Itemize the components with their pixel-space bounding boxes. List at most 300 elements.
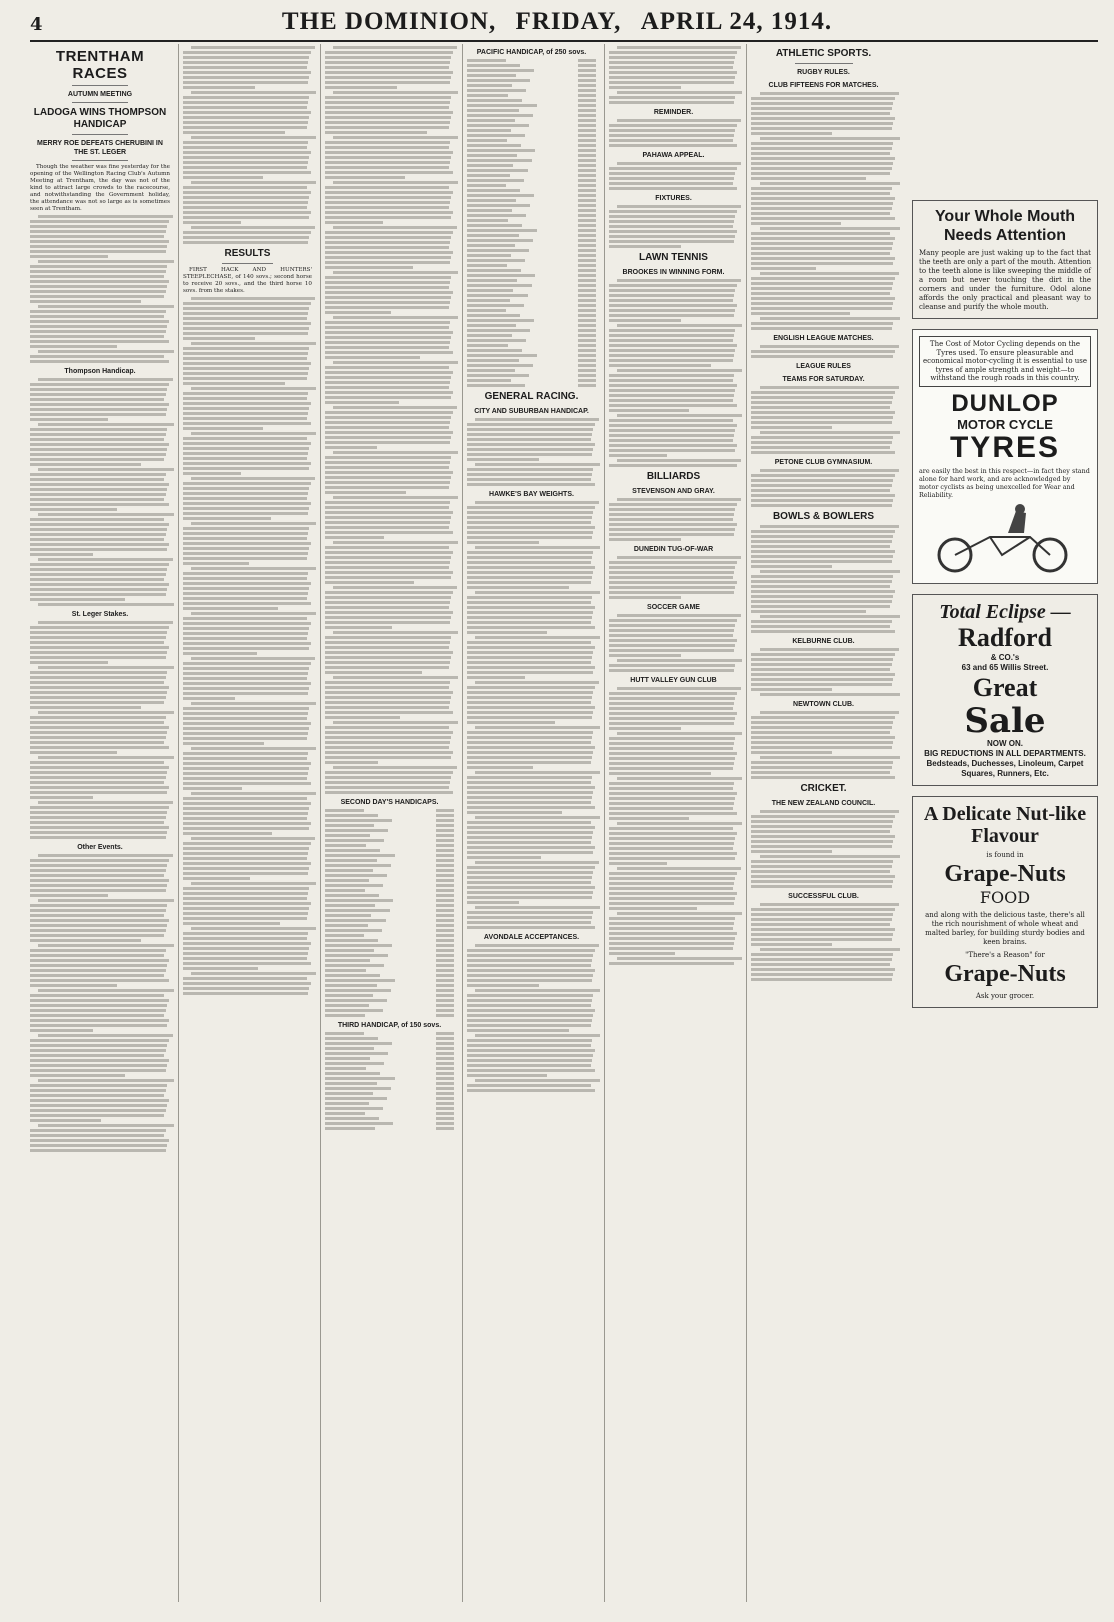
list-row-weight — [578, 219, 596, 222]
list-row-name — [467, 289, 513, 292]
list-row-name — [467, 114, 533, 117]
dunlop-advert — [912, 329, 1098, 584]
text-line — [30, 939, 141, 942]
text-line — [325, 216, 451, 219]
text-line — [617, 46, 741, 49]
list-row-weight — [578, 104, 596, 107]
text-line — [183, 902, 311, 905]
divider — [795, 63, 853, 64]
list-row — [467, 94, 596, 97]
text-line — [751, 192, 890, 195]
text-line — [609, 807, 733, 810]
list-row-weight — [436, 1087, 454, 1090]
text-line — [30, 1024, 167, 1027]
text-line — [183, 452, 308, 455]
list-row-name — [467, 244, 515, 247]
text-line — [30, 573, 166, 576]
text-line — [30, 706, 141, 709]
text-line — [325, 636, 451, 639]
text-line — [609, 619, 737, 622]
text-line — [609, 225, 733, 228]
list-row-name — [325, 919, 386, 922]
list-row-weight — [578, 274, 596, 277]
text-line — [30, 403, 169, 406]
list-row-weight — [578, 59, 596, 62]
text-line — [609, 872, 737, 875]
text-line — [183, 492, 308, 495]
list-row-name — [467, 364, 533, 367]
heading-petone-gym: PETONE CLUB GYMNASIUM. — [774, 459, 873, 466]
text-line — [325, 391, 453, 394]
list-row-weight — [436, 919, 454, 922]
list-row-weight — [578, 344, 596, 347]
list-row-name — [325, 894, 379, 897]
text-line — [30, 383, 169, 386]
list-row-name — [467, 264, 507, 267]
text-line — [325, 736, 451, 739]
text-line — [30, 864, 167, 867]
text-line — [751, 416, 893, 419]
text-line — [325, 351, 453, 354]
text-line — [325, 706, 449, 709]
text-line — [751, 830, 890, 833]
list-row-weight — [436, 859, 454, 862]
list-row — [325, 1122, 454, 1125]
text-line — [183, 627, 309, 630]
list-row-weight — [578, 194, 596, 197]
list-row-weight — [578, 249, 596, 252]
divider — [72, 85, 128, 86]
text-line — [751, 860, 893, 863]
list-row-name — [325, 834, 370, 837]
text-line — [751, 845, 892, 848]
text-line — [38, 989, 174, 992]
text-line — [30, 954, 164, 957]
list-row — [467, 69, 596, 72]
text-line — [183, 457, 307, 460]
text-line — [467, 901, 519, 904]
list-row-weight — [578, 179, 596, 182]
text-line — [325, 781, 450, 784]
text-line — [467, 1089, 595, 1092]
text-line — [751, 766, 892, 769]
text-line — [325, 701, 450, 704]
text-line — [325, 686, 449, 689]
text-line — [609, 842, 734, 845]
list-row-weight — [578, 144, 596, 147]
text-line — [30, 1074, 125, 1077]
text-line — [467, 1059, 592, 1062]
list-row-weight — [436, 1117, 454, 1120]
text-line — [183, 76, 309, 79]
text-line — [325, 436, 451, 439]
text-line — [609, 669, 734, 672]
text-line — [751, 202, 893, 205]
text-line — [191, 477, 315, 480]
radford-sale: Sale — [964, 700, 1046, 741]
heading-reminder: REMINDER. — [653, 109, 694, 116]
heading-pahawa: PAHAWA APPEAL. — [642, 152, 705, 159]
text-line — [30, 568, 167, 571]
text-line — [609, 215, 735, 218]
text-line — [325, 286, 449, 289]
text-line — [30, 230, 166, 233]
text-line — [751, 653, 895, 656]
list-row-name — [467, 234, 519, 237]
text-line — [760, 855, 900, 858]
list-row-name — [467, 309, 506, 312]
text-line — [325, 261, 450, 264]
text-line — [30, 518, 164, 521]
text-line — [467, 721, 555, 724]
text-line — [475, 418, 599, 421]
text-line — [191, 882, 316, 885]
list-row — [325, 859, 454, 862]
column-2 — [178, 44, 316, 1602]
list-row-weight — [436, 1112, 454, 1115]
list-row — [325, 834, 454, 837]
list-row-weight — [436, 814, 454, 817]
text-line — [609, 394, 734, 397]
text-line — [30, 721, 164, 724]
list-row — [467, 59, 596, 62]
text-line — [325, 791, 453, 794]
list-row-name — [325, 874, 387, 877]
list-row-weight — [436, 844, 454, 847]
list-row-weight — [578, 79, 596, 82]
list-row-weight — [436, 984, 454, 987]
list-row — [325, 824, 454, 827]
list-row-weight — [578, 364, 596, 367]
text-line — [467, 954, 593, 957]
text-line — [325, 281, 450, 284]
text-line — [467, 443, 595, 446]
text-line — [751, 187, 892, 190]
list-row — [467, 289, 596, 292]
text-line — [183, 502, 311, 505]
list-row-weight — [436, 1014, 454, 1017]
list-row-name — [467, 284, 532, 287]
text-line — [751, 172, 890, 175]
text-line — [325, 116, 451, 119]
text-line — [30, 1059, 169, 1062]
list-row-name — [467, 324, 516, 327]
text-line — [751, 411, 895, 414]
text-line — [751, 112, 890, 115]
list-row-name — [467, 164, 513, 167]
text-line — [609, 629, 734, 632]
text-line — [183, 687, 309, 690]
heading-successful-club: SUCCESSFUL CLUB. — [788, 893, 859, 900]
list-row-name — [325, 814, 378, 817]
text-line — [30, 1029, 93, 1032]
text-line — [751, 580, 892, 583]
text-line — [183, 362, 311, 365]
text-line — [30, 235, 164, 238]
text-line — [183, 947, 309, 950]
text-line — [751, 212, 890, 215]
text-line — [467, 611, 593, 614]
column-text — [325, 46, 454, 794]
text-line — [751, 282, 893, 285]
text-line — [609, 717, 735, 720]
list-row-name — [467, 259, 525, 262]
text-line — [30, 934, 164, 937]
text-line — [467, 959, 592, 962]
text-line — [325, 356, 420, 359]
list-row-name — [325, 829, 388, 832]
list-row-weight — [436, 994, 454, 997]
list-row — [467, 329, 596, 332]
text-line — [183, 352, 308, 355]
weights-list — [467, 59, 596, 387]
text-line — [609, 419, 733, 422]
text-line — [183, 992, 308, 995]
text-line — [30, 225, 167, 228]
list-row-name — [325, 959, 370, 962]
text-line — [30, 1009, 166, 1012]
text-line — [30, 726, 169, 729]
text-line — [191, 226, 315, 229]
list-row-name — [325, 994, 373, 997]
text-line — [467, 601, 591, 604]
text-line — [751, 484, 892, 487]
list-row-weight — [578, 289, 596, 292]
list-row-name — [325, 1032, 364, 1035]
text-line — [760, 756, 900, 759]
text-line — [467, 761, 591, 764]
text-line — [30, 1069, 166, 1072]
weights-list — [325, 1032, 454, 1130]
list-row-weight — [578, 124, 596, 127]
text-line — [325, 486, 449, 489]
text-line — [609, 314, 734, 317]
text-line — [467, 631, 547, 634]
text-line — [609, 649, 734, 652]
text-line — [609, 832, 737, 835]
text-line — [751, 102, 893, 105]
text-line — [467, 711, 593, 714]
dunlop-brand: DUNLOP — [951, 389, 1059, 417]
text-line — [325, 526, 449, 529]
text-line — [333, 46, 457, 49]
text-line — [609, 817, 689, 820]
text-line — [183, 742, 264, 745]
text-line — [183, 892, 308, 895]
column-5 — [604, 44, 742, 1602]
text-line — [609, 177, 734, 180]
text-line — [467, 716, 592, 719]
text-line — [30, 781, 164, 784]
text-line — [751, 312, 850, 315]
text-line — [609, 399, 733, 402]
list-row — [325, 1117, 454, 1120]
heading-newtown: NEWTOWN CLUB. — [793, 701, 854, 708]
text-line — [183, 537, 307, 540]
text-line — [183, 887, 309, 890]
text-line — [183, 932, 308, 935]
list-row — [467, 189, 596, 192]
list-row-weight — [436, 874, 454, 877]
text-line — [30, 879, 169, 882]
list-row-weight — [436, 899, 454, 902]
text-line — [183, 552, 308, 555]
text-line — [183, 597, 307, 600]
text-line — [325, 376, 451, 379]
list-row — [467, 229, 596, 232]
text-line — [325, 196, 451, 199]
list-row — [325, 1107, 454, 1110]
text-line — [751, 262, 893, 265]
column-text — [183, 297, 312, 995]
list-row-name — [325, 889, 365, 892]
text-line — [617, 822, 742, 825]
text-line — [30, 1004, 167, 1007]
column-text — [609, 556, 738, 599]
list-row-name — [325, 839, 384, 842]
text-line — [191, 927, 316, 930]
text-line — [30, 974, 164, 977]
text-line — [751, 875, 895, 878]
list-row — [467, 384, 596, 387]
text-line — [475, 726, 600, 729]
text-line — [30, 791, 167, 794]
subhead-other: Other Events. — [77, 844, 123, 851]
text-line — [467, 856, 541, 859]
divider — [72, 102, 128, 103]
text-line — [467, 616, 592, 619]
text-line — [609, 76, 735, 79]
text-line — [617, 414, 742, 417]
text-line — [30, 240, 169, 243]
text-line — [325, 251, 453, 254]
text-line — [325, 771, 453, 774]
text-line — [609, 389, 735, 392]
text-line — [38, 854, 172, 857]
text-line — [191, 972, 316, 975]
text-line — [609, 304, 737, 307]
subhead-st-leger: St. Leger Stakes. — [71, 611, 129, 618]
list-row-weight — [578, 169, 596, 172]
text-line — [30, 1039, 169, 1042]
text-line — [751, 595, 893, 598]
text-line — [183, 111, 311, 114]
text-line — [183, 472, 241, 475]
text-line — [325, 366, 449, 369]
text-line — [751, 147, 892, 150]
text-line — [325, 291, 453, 294]
masthead-title — [0, 8, 1114, 36]
text-line — [751, 943, 832, 946]
text-line — [751, 550, 895, 553]
text-line — [609, 96, 735, 99]
text-line — [609, 444, 737, 447]
text-line — [325, 756, 451, 759]
text-line — [30, 1099, 169, 1102]
text-line — [751, 555, 893, 558]
column-text — [751, 711, 896, 779]
odol-body: Many people are just waking up to the fact that the teeth are only a part of the mouth. Attention to the teeth alone is like sweeping the middle of a room but never touching the dirt in the corners and under the furniture. Odol alone affords the only practical and pleasant way to cleanse and purify the whole mouth. — [919, 249, 1091, 311]
text-line — [751, 107, 892, 110]
text-line — [183, 347, 309, 350]
text-line — [183, 412, 308, 415]
radford-advert — [912, 594, 1098, 786]
text-line — [325, 691, 453, 694]
text-line — [609, 752, 737, 755]
text-line — [183, 312, 308, 315]
text-line — [467, 576, 592, 579]
list-row-weight — [436, 864, 454, 867]
radford-items: Bedsteads, Duchesses, Linoleum, Carpet Squares, Runners, Etc. — [926, 758, 1084, 778]
text-line — [325, 536, 384, 539]
text-line — [183, 877, 250, 880]
text-line — [609, 772, 711, 775]
list-row-weight — [578, 294, 596, 297]
list-row-name — [467, 334, 512, 337]
list-row-name — [467, 94, 508, 97]
text-line — [30, 776, 166, 779]
list-row-name — [467, 229, 537, 232]
list-row-weight — [436, 999, 454, 1002]
column-4 — [462, 44, 600, 1602]
text-line — [467, 526, 595, 529]
list-row-weight — [436, 1077, 454, 1080]
column-text — [609, 162, 738, 190]
text-line — [467, 671, 593, 674]
text-line — [183, 176, 263, 179]
text-line — [617, 556, 741, 559]
text-line — [38, 558, 172, 561]
motorcycle-illustration — [919, 503, 1091, 573]
text-line — [751, 232, 890, 235]
text-line — [30, 265, 167, 268]
list-row-name — [325, 1014, 365, 1017]
text-line — [325, 301, 450, 304]
text-line — [609, 454, 667, 457]
list-row-name — [325, 1057, 370, 1060]
list-row-name — [467, 154, 517, 157]
list-row-name — [325, 809, 364, 812]
text-line — [467, 1014, 593, 1017]
text-line — [751, 963, 890, 966]
text-line — [183, 677, 307, 680]
text-line — [333, 541, 458, 544]
text-line — [751, 880, 893, 883]
list-row — [325, 999, 454, 1002]
list-row-name — [467, 79, 530, 82]
list-row-weight — [436, 979, 454, 982]
text-line — [325, 501, 450, 504]
list-row-name — [467, 59, 506, 62]
text-line — [751, 751, 832, 754]
text-line — [467, 556, 592, 559]
heading-club-fifteens: CLUB FIFTEENS FOR MATCHES. — [768, 82, 879, 89]
text-line — [751, 277, 895, 280]
subhead-autumn: AUTUMN MEETING — [67, 91, 133, 98]
text-line — [183, 967, 258, 970]
list-row-weight — [578, 69, 596, 72]
list-row-weight — [578, 384, 596, 387]
list-row-name — [325, 1117, 379, 1120]
text-line — [183, 822, 311, 825]
text-line — [325, 671, 422, 674]
grape-tagline: A Delicate Nut-like Flavour — [923, 802, 1087, 847]
text-line — [325, 246, 449, 249]
text-line — [467, 506, 595, 509]
text-line — [333, 631, 458, 634]
text-line — [617, 687, 741, 690]
list-row-weight — [436, 839, 454, 842]
